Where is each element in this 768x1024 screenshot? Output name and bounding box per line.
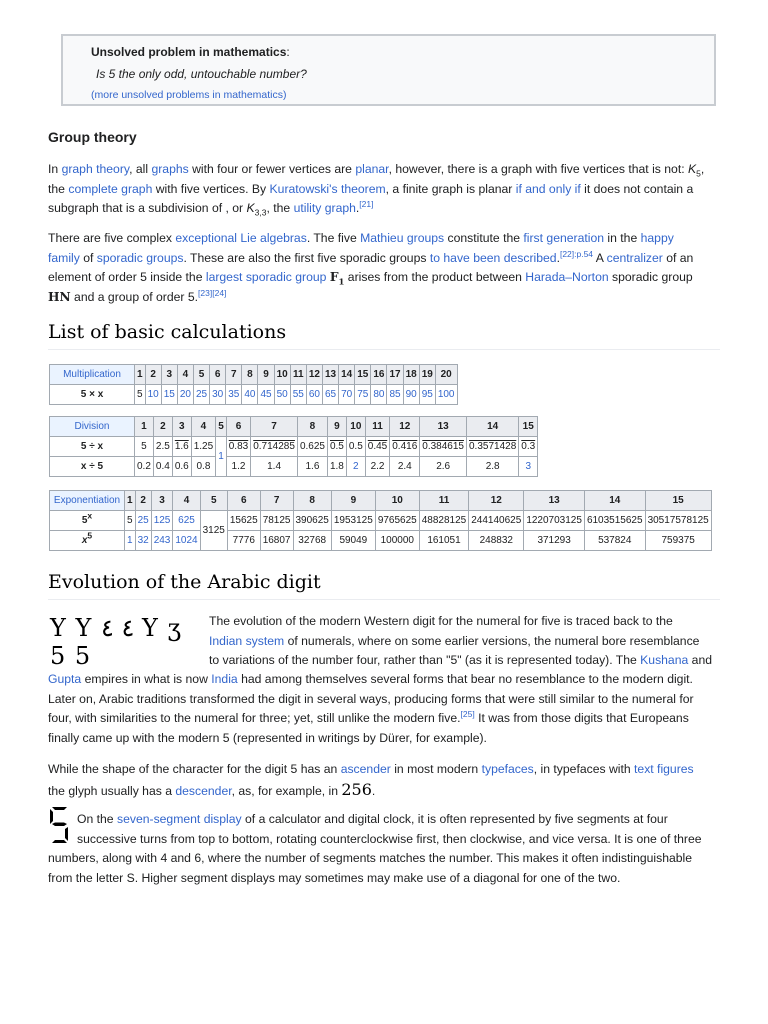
mult-value-1: 5 bbox=[135, 385, 146, 405]
mult-col-1: 1 bbox=[135, 365, 146, 385]
div-r1-8: 0.625 bbox=[297, 437, 327, 457]
mult-col-16: 16 bbox=[371, 365, 387, 385]
div-r2-12: 2.4 bbox=[390, 457, 420, 477]
mult-value-19[interactable]: 95 bbox=[419, 385, 435, 405]
div-r2-11: 2.2 bbox=[365, 457, 389, 477]
exp-r2-8: 32768 bbox=[293, 531, 331, 551]
div-r2-14: 2.8 bbox=[467, 457, 519, 477]
text-figures-256: 256 bbox=[341, 779, 372, 799]
iff-link[interactable]: if and only if bbox=[515, 181, 581, 196]
mult-value-2[interactable]: 10 bbox=[145, 385, 161, 405]
family-link[interactable]: family bbox=[48, 250, 80, 265]
mult-value-15[interactable]: 75 bbox=[355, 385, 371, 405]
div-col-10: 10 bbox=[346, 417, 365, 437]
exp-r2-6: 7776 bbox=[227, 531, 260, 551]
div-col-5: 5 bbox=[216, 417, 227, 437]
exp-r1-5: 3125 bbox=[200, 511, 227, 551]
mult-col-5: 5 bbox=[193, 365, 209, 385]
exp-row2-label: $x^5$ bbox=[50, 531, 125, 551]
exp-col-5: 5 bbox=[200, 491, 227, 511]
mult-label: Multiplication bbox=[50, 365, 135, 385]
mult-value-10[interactable]: 50 bbox=[274, 385, 290, 405]
mult-row-label: 5 × x bbox=[50, 385, 135, 405]
group-theory-heading: Group theory bbox=[48, 129, 137, 145]
mult-value-5[interactable]: 25 bbox=[193, 385, 209, 405]
gupta-link[interactable]: Gupta bbox=[48, 672, 82, 686]
div-col-13: 13 bbox=[420, 417, 467, 437]
exp-col-3: 3 bbox=[151, 491, 173, 511]
div-col-3: 3 bbox=[172, 417, 191, 437]
seven-segment-five-icon bbox=[48, 806, 70, 844]
div-header-row bbox=[50, 417, 538, 437]
mult-value-8[interactable]: 40 bbox=[242, 385, 258, 405]
mult-col-9: 9 bbox=[258, 365, 274, 385]
exp-col-2: 2 bbox=[135, 491, 151, 511]
mult-col-7: 7 bbox=[226, 365, 242, 385]
exp-r1-15: 30517578125 bbox=[645, 511, 711, 531]
division-table bbox=[49, 416, 538, 477]
exp-col-6: 6 bbox=[227, 491, 260, 511]
exp-col-9: 9 bbox=[331, 491, 375, 511]
div-r1-6: 0.83 bbox=[226, 437, 250, 457]
div-r2-9: 1.8 bbox=[327, 457, 346, 477]
mult-col-6: 6 bbox=[210, 365, 226, 385]
div-r2-4: 0.8 bbox=[191, 457, 215, 477]
evolution-heading: Evolution of the Arabic digit bbox=[48, 571, 720, 600]
kushana-link[interactable]: Kushana bbox=[640, 653, 689, 667]
typefaces-link[interactable]: typefaces bbox=[481, 762, 534, 776]
mult-col-2: 2 bbox=[145, 365, 161, 385]
mult-col-20: 20 bbox=[435, 365, 457, 385]
div-row-1 bbox=[50, 437, 538, 457]
ascender-link[interactable]: ascender bbox=[340, 762, 391, 776]
div-r1-11: 0.45 bbox=[365, 437, 389, 457]
div-col-1: 1 bbox=[135, 417, 154, 437]
div-row2-label: x ÷ 5 bbox=[50, 457, 135, 477]
evolution-paragraph-1b: Gupta empires in what is now India had among themselves several forms that bear no resemblance to the modern digit. Later on, Arabic traditions transformed the digit in several ways, producing forms that were still similar to the numeral for four, with similarities to the numeral for three; yet, still unlike the modern five.[25] It was from those digits that Europeans finally came up with the modern 5 (represented in writings by Dürer, for example). bbox=[48, 672, 694, 745]
mult-value-6[interactable]: 30 bbox=[210, 385, 226, 405]
mult-value-14[interactable]: 70 bbox=[339, 385, 355, 405]
div-col-12: 12 bbox=[390, 417, 420, 437]
div-r1-13: 0.384615 bbox=[420, 437, 467, 457]
div-r2-13: 2.6 bbox=[420, 457, 467, 477]
mult-col-19: 19 bbox=[419, 365, 435, 385]
mult-col-15: 15 bbox=[355, 365, 371, 385]
mult-value-18[interactable]: 90 bbox=[403, 385, 419, 405]
div-col-14: 14 bbox=[467, 417, 519, 437]
mult-col-18: 18 bbox=[403, 365, 419, 385]
largest-sporadic-link[interactable]: largest sporadic group bbox=[205, 270, 327, 284]
exp-r1-10: 9765625 bbox=[375, 511, 419, 531]
exp-row-1 bbox=[50, 511, 712, 531]
div-r1-9: 0.5 bbox=[327, 437, 346, 457]
exp-r1-2[interactable]: 25 bbox=[135, 511, 151, 531]
exp-label: Exponentiation bbox=[50, 491, 125, 511]
complete-graph-link[interactable]: complete graph bbox=[68, 181, 153, 196]
div-r2-15[interactable]: 3 bbox=[519, 457, 538, 477]
div-r1-4: 1.25 bbox=[191, 437, 215, 457]
evolution-paragraph-3a: On the seven-segment display of a calculator and digital clock, it is often represented by five segments at four successive turns from top to bottom, rotating counterclockwise first, then clockwise, and vice versa. It is one of three bbox=[77, 812, 702, 846]
evolution-paragraph-2: While the shape of the character for the digit 5 has an ascender in most modern typefaces, in typefaces with text figures the glyph usually has a descender, as, for example, in 256. bbox=[48, 762, 694, 799]
digit-evolution-image: Y Y ٤ ٤ Y ʒ 5 5 bbox=[50, 614, 183, 670]
ref-21[interactable]: [21] bbox=[359, 198, 374, 209]
exp-col-12: 12 bbox=[469, 491, 524, 511]
div-r1-3: 1.6 bbox=[172, 437, 191, 457]
described-link[interactable]: to have been described bbox=[429, 250, 557, 265]
exp-col-8: 8 bbox=[293, 491, 331, 511]
seven-segment-link[interactable]: seven-segment display bbox=[116, 812, 242, 826]
graphs-link[interactable]: graphs bbox=[151, 162, 189, 176]
exp-r1-6: 15625 bbox=[227, 511, 260, 531]
multiplication-table bbox=[49, 364, 458, 405]
div-r2-6: 1.2 bbox=[226, 457, 250, 477]
mult-value-20[interactable]: 100 bbox=[435, 385, 457, 405]
div-r2-7: 1.4 bbox=[251, 457, 298, 477]
text-figures-link[interactable]: text figures bbox=[634, 762, 694, 776]
unsolved-question: Is 5 the only odd, untouchable number? bbox=[96, 67, 307, 81]
div-r1-2: 2.5 bbox=[153, 437, 172, 457]
evolution-paragraph-3b: numbers, along with 4 and 6, where the number of segments matches the number. This makes it often indistinguishable from the letter S. Higher segment displays may sometimes may make use of a diagonal for one of the two. bbox=[48, 851, 693, 885]
div-col-4: 4 bbox=[191, 417, 215, 437]
mult-col-4: 4 bbox=[177, 365, 193, 385]
harada-norton-link[interactable]: Harada–Norton bbox=[525, 270, 609, 284]
exp-r2-11: 161051 bbox=[419, 531, 469, 551]
div-r2-10[interactable]: 2 bbox=[346, 457, 365, 477]
exp-r1-13: 1220703125 bbox=[524, 511, 585, 531]
div-col-2: 2 bbox=[153, 417, 172, 437]
exp-col-4: 4 bbox=[173, 491, 200, 511]
mult-col-12: 12 bbox=[306, 365, 322, 385]
list-calculations-heading: List of basic calculations bbox=[48, 321, 720, 350]
mult-value-3[interactable]: 15 bbox=[161, 385, 177, 405]
div-r2-8: 1.6 bbox=[297, 457, 327, 477]
div-r1-14: 0.3571428 bbox=[467, 437, 519, 457]
exponentiation-table bbox=[49, 490, 712, 551]
div-col-15: 15 bbox=[519, 417, 538, 437]
utility-graph-link[interactable]: utility graph bbox=[293, 201, 356, 215]
happy-link[interactable]: happy bbox=[640, 231, 674, 245]
exp-r2-10: 100000 bbox=[375, 531, 419, 551]
div-r1-1: 5 bbox=[135, 437, 154, 457]
unsolved-title: Unsolved problem in mathematics: bbox=[91, 45, 290, 59]
mult-value-7[interactable]: 35 bbox=[226, 385, 242, 405]
evolution-paragraph-1a: The evolution of the modern Western digit for the numeral for five is traced back to the Indian system of numerals, where on some earlier versions, the numeral bore resemblance to variations of the number four, rather than "5" (as it is represented today). The Kushana and bbox=[209, 614, 713, 667]
div-row1-label: 5 ÷ x bbox=[50, 437, 135, 457]
div-r1-15: 0.3 bbox=[519, 437, 538, 457]
kuratowski-link[interactable]: Kuratowski's theorem bbox=[269, 181, 386, 196]
descender-link[interactable]: descender bbox=[175, 783, 232, 798]
graph-theory-link[interactable]: graph theory bbox=[61, 162, 130, 176]
ref-25[interactable]: [25] bbox=[460, 708, 475, 719]
div-col-11: 11 bbox=[365, 417, 389, 437]
group-theory-paragraph-1: In graph theory, all graphs with four or fewer vertices are planar, however, there is a graph with five vertices that is not: $K_5$, the complete graph with five vertices. By Kuratowski's theorem, a finite graph is planar if and only if it does not contain a subgraph that is a subdivision of , or $K_{3,3}$, the utility graph.[21] bbox=[48, 162, 705, 218]
div-r1-10: 0.5 bbox=[346, 437, 365, 457]
ref-24[interactable]: [24] bbox=[212, 287, 227, 298]
exp-r2-1[interactable]: 1 bbox=[125, 531, 136, 551]
exp-r1-11: 48828125 bbox=[419, 511, 469, 531]
div-r1-7: 0.714285 bbox=[251, 437, 298, 457]
exp-r1-4[interactable]: 625 bbox=[173, 511, 200, 531]
india-link[interactable]: India bbox=[211, 672, 238, 686]
exp-r1-1: 5 bbox=[125, 511, 136, 531]
mult-col-3: 3 bbox=[161, 365, 177, 385]
div-r1-12: 0.416 bbox=[390, 437, 420, 457]
div-r2-1: 0.2 bbox=[135, 457, 154, 477]
div-r1-5: 1 bbox=[216, 437, 227, 477]
mult-header-row bbox=[50, 365, 458, 385]
exp-col-7: 7 bbox=[260, 491, 293, 511]
exp-col-10: 10 bbox=[375, 491, 419, 511]
centralizer-link[interactable]: centralizer bbox=[606, 250, 663, 265]
exp-col-11: 11 bbox=[419, 491, 469, 511]
ref-23[interactable]: [23] bbox=[198, 287, 213, 298]
mult-value-11[interactable]: 55 bbox=[290, 385, 306, 405]
exp-r1-8: 390625 bbox=[293, 511, 331, 531]
mult-col-17: 17 bbox=[387, 365, 403, 385]
exp-r2-9: 59049 bbox=[331, 531, 375, 551]
mult-col-14: 14 bbox=[339, 365, 355, 385]
div-label: Division bbox=[50, 417, 135, 437]
exp-header-row bbox=[50, 491, 712, 511]
exp-r1-12: 244140625 bbox=[469, 511, 524, 531]
sporadic-groups-link[interactable]: sporadic groups bbox=[96, 250, 184, 265]
mathieu-groups-link[interactable]: Mathieu groups bbox=[360, 231, 445, 245]
div-col-6: 6 bbox=[226, 417, 250, 437]
exp-r2-7: 16807 bbox=[260, 531, 293, 551]
group-theory-paragraph-2: There are five complex exceptional Lie algebras. The five Mathieu groups constitute the first generation in the happy family of sporadic groups. These are also the first five sporadic groups to have been described.$^{[22]:p.54}$ A centralizer of an element of order 5 inside the largest sporadic group $F_1$ arises from the product between Harada–Norton sporadic group HN and a group of order 5.[23][24] bbox=[48, 231, 694, 304]
div-r2-2: 0.4 bbox=[153, 457, 172, 477]
exp-r2-4[interactable]: 1024 bbox=[173, 531, 200, 551]
indian-system-link[interactable]: Indian system bbox=[209, 633, 285, 648]
mult-col-10: 10 bbox=[274, 365, 290, 385]
exp-r2-13: 371293 bbox=[524, 531, 585, 551]
exp-r2-12: 248832 bbox=[469, 531, 524, 551]
exp-row-2 bbox=[50, 531, 712, 551]
lie-algebras-link[interactable]: exceptional Lie algebras bbox=[175, 231, 307, 245]
exp-r2-3[interactable]: 243 bbox=[151, 531, 173, 551]
ref-22[interactable]: [22]:p.54 bbox=[559, 248, 594, 259]
exp-r1-14: 6103515625 bbox=[584, 511, 645, 531]
mult-value-13[interactable]: 65 bbox=[322, 385, 338, 405]
mult-value-9[interactable]: 45 bbox=[258, 385, 274, 405]
exp-col-1: 1 bbox=[125, 491, 136, 511]
mult-value-12[interactable]: 60 bbox=[306, 385, 322, 405]
planar-link[interactable]: planar bbox=[355, 162, 389, 176]
exp-r1-3[interactable]: 125 bbox=[151, 511, 173, 531]
mult-col-13: 13 bbox=[322, 365, 338, 385]
exp-col-13: 13 bbox=[524, 491, 585, 511]
div-row-2 bbox=[50, 457, 538, 477]
exp-r2-15: 759375 bbox=[645, 531, 711, 551]
mult-col-11: 11 bbox=[290, 365, 306, 385]
exp-r2-2[interactable]: 32 bbox=[135, 531, 151, 551]
exp-col-14: 14 bbox=[584, 491, 645, 511]
exp-row1-label: 5$^x$ bbox=[50, 511, 125, 531]
mult-value-16[interactable]: 80 bbox=[371, 385, 387, 405]
exp-r1-7: 78125 bbox=[260, 511, 293, 531]
div-col-9: 9 bbox=[327, 417, 346, 437]
first-generation-link[interactable]: first generation bbox=[523, 231, 605, 245]
mult-value-row bbox=[50, 385, 458, 405]
div-col-7: 7 bbox=[251, 417, 298, 437]
exp-col-15: 15 bbox=[645, 491, 711, 511]
div-col-8: 8 bbox=[297, 417, 327, 437]
exp-r2-14: 537824 bbox=[584, 531, 645, 551]
mult-value-17[interactable]: 85 bbox=[387, 385, 403, 405]
mult-col-8: 8 bbox=[242, 365, 258, 385]
more-unsolved-link[interactable]: (more unsolved problems in mathematics) bbox=[91, 89, 287, 101]
mult-value-4[interactable]: 20 bbox=[177, 385, 193, 405]
unsolved-problem-box bbox=[61, 34, 716, 106]
div-r2-3: 0.6 bbox=[172, 457, 191, 477]
exp-r1-9: 1953125 bbox=[331, 511, 375, 531]
